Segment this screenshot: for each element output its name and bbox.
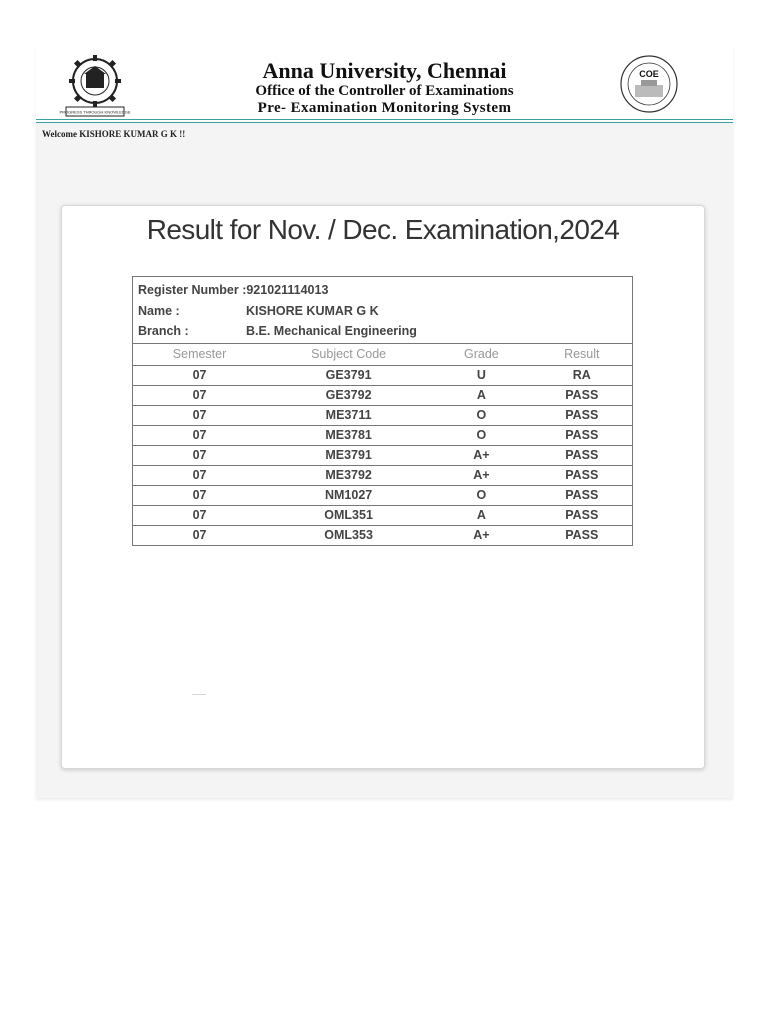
cell-semester: 07 <box>133 485 266 505</box>
cell-result: PASS <box>532 445 632 465</box>
cell-subject-code: ME3781 <box>266 425 431 445</box>
cell-grade: A <box>431 385 531 405</box>
university-name: Anna University, Chennai <box>262 58 507 83</box>
cell-grade: O <box>431 425 531 445</box>
welcome-message: Welcome KISHORE KUMAR G K !! <box>42 129 186 139</box>
office-name: Office of the Controller of Examinations <box>255 83 514 99</box>
cell-subject-code: ME3791 <box>266 445 431 465</box>
column-header-subject-code: Subject Code <box>266 343 431 365</box>
column-header-grade: Grade <box>431 343 531 365</box>
cell-semester: 07 <box>133 385 266 405</box>
cell-grade: A+ <box>431 465 531 485</box>
header-rule <box>36 119 733 120</box>
cell-subject-code: GE3791 <box>266 365 431 385</box>
system-name: Pre- Examination Monitoring System <box>257 100 512 116</box>
register-number-value: 921021114013 <box>246 283 329 298</box>
result-card <box>61 205 705 769</box>
cell-subject-code: ME3711 <box>266 405 431 425</box>
table-row <box>133 465 632 485</box>
cell-result: PASS <box>532 465 632 485</box>
register-number-label: Register Number : <box>138 283 247 298</box>
cell-semester: 07 <box>133 465 266 485</box>
table-row <box>133 485 632 505</box>
branch-value: B.E. Mechanical Engineering <box>246 324 417 339</box>
table-row <box>133 445 632 465</box>
table-row <box>133 385 632 405</box>
result-title: Result for Nov. / Dec. Examination,2024 <box>146 214 620 245</box>
cell-semester: 07 <box>133 505 266 525</box>
branch-row <box>138 321 632 342</box>
table-header-row <box>133 343 632 365</box>
column-header-semester: Semester <box>133 343 266 365</box>
page-container <box>36 46 733 798</box>
cell-grade: U <box>431 365 531 385</box>
header-rule-secondary <box>36 122 733 123</box>
register-number-row <box>138 280 632 301</box>
column-header-result: Result <box>532 343 632 365</box>
table-row <box>133 365 632 385</box>
table-row <box>133 505 632 525</box>
table-row <box>133 425 632 445</box>
name-row <box>138 301 632 322</box>
cell-grade: O <box>431 485 531 505</box>
cell-result: PASS <box>532 485 632 505</box>
cell-semester: 07 <box>133 445 266 465</box>
cell-result: PASS <box>532 385 632 405</box>
cell-grade: A <box>431 505 531 525</box>
cell-result: PASS <box>532 425 632 445</box>
results-table <box>133 343 632 545</box>
name-label: Name : <box>138 303 180 318</box>
cell-subject-code: ME3792 <box>266 465 431 485</box>
cell-semester: 07 <box>133 405 266 425</box>
cell-result: PASS <box>532 505 632 525</box>
name-value: KISHORE KUMAR G K <box>246 303 379 318</box>
coe-seal-icon <box>619 54 679 114</box>
student-info <box>133 277 632 343</box>
cell-grade: O <box>431 405 531 425</box>
cell-subject-code: OML351 <box>266 505 431 525</box>
faded-artifact <box>192 694 206 695</box>
cell-subject-code: OML353 <box>266 525 431 545</box>
cell-result: PASS <box>532 525 632 545</box>
page-header <box>36 46 733 122</box>
cell-semester: 07 <box>133 365 266 385</box>
cell-subject-code: NM1027 <box>266 485 431 505</box>
cell-result: RA <box>532 365 632 385</box>
logo-banner-text: PROGRESS THROUGH KNOWLEDGE <box>59 109 131 115</box>
cell-grade: A+ <box>431 445 531 465</box>
cell-semester: 07 <box>133 525 266 545</box>
table-row <box>133 525 632 545</box>
cell-subject-code: GE3792 <box>266 385 431 405</box>
cell-semester: 07 <box>133 425 266 445</box>
branch-label: Branch : <box>138 324 189 339</box>
result-table-box <box>132 276 633 546</box>
coe-seal-text: COE <box>639 69 659 79</box>
cell-result: PASS <box>532 405 632 425</box>
cell-grade: A+ <box>431 525 531 545</box>
table-row <box>133 405 632 425</box>
